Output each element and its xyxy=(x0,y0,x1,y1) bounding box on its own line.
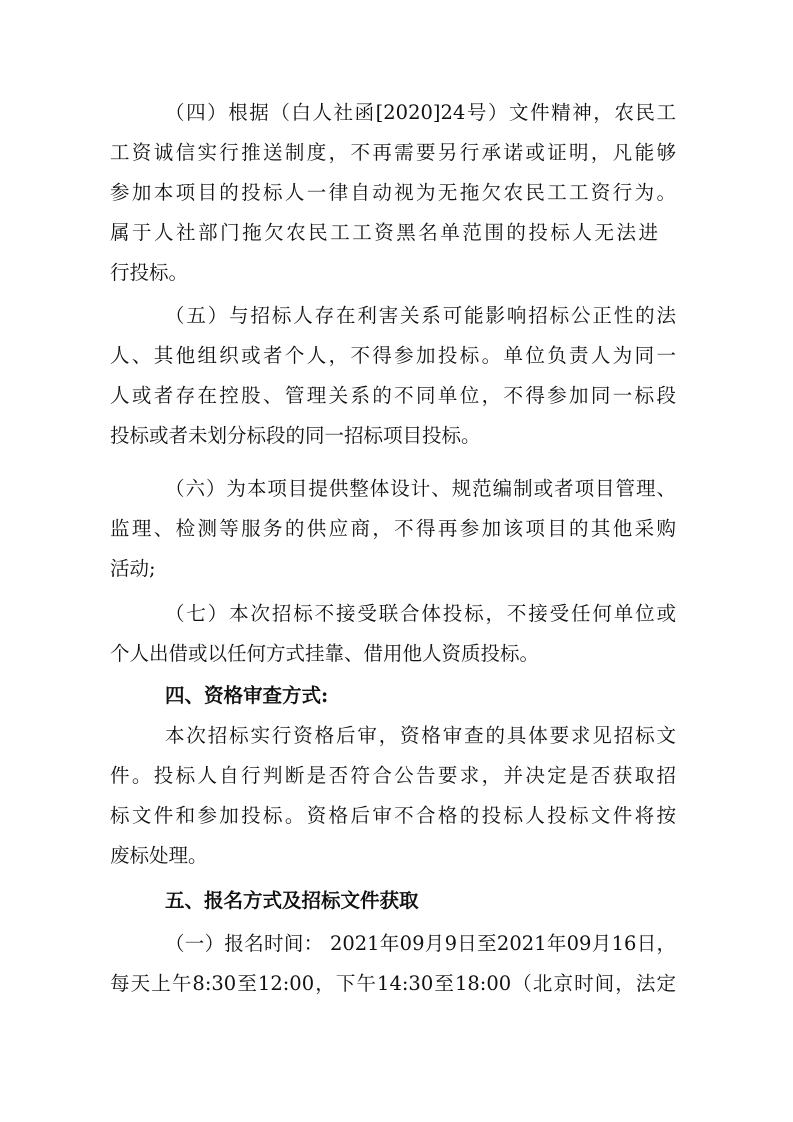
section-heading: 五、报名方式及招标文件获取 xyxy=(165,889,419,912)
paragraph-line: （七）本次招标不接受联合体投标，不接受任何单位或 xyxy=(165,602,676,625)
paragraph-line: 投标或者未划分标段的同一招标项目投标。 xyxy=(110,424,481,447)
paragraph-line: 参加本项目的投标人一律自动视为无拖欠农民工工资行为。 xyxy=(110,181,676,204)
paragraph-line: 活动; xyxy=(110,557,156,580)
paragraph-line: 标文件和参加投标。资格后审不合格的投标人投标文件将按 xyxy=(110,804,676,827)
paragraph-line: （一）报名时间： 2021年09月9日至2021年09月16日， xyxy=(165,932,676,955)
paragraph-line: （六）为本项目提供整体设计、规范编制或者项目管理、 xyxy=(165,477,676,500)
section-heading: 四、资格审查方式: xyxy=(165,684,329,707)
paragraph-line: 人、其他组织或者个人，不得参加投标。单位负责人为同一 xyxy=(110,344,676,367)
paragraph-line: 属于人社部门拖欠农民工工资黑名单范围的投标人无法进 xyxy=(110,221,658,244)
paragraph-line: 个人出借或以任何方式挂靠、借用他人资质投标。 xyxy=(110,642,540,665)
paragraph-line: （五）与招标人存在利害关系可能影响招标公正性的法 xyxy=(165,304,676,327)
paragraph-line: 行投标。 xyxy=(110,261,189,284)
paragraph-line: 每天上午8:30至12:00，下午14:30至18:00（北京时间，法定 xyxy=(110,972,676,995)
paragraph-line: 工资诚信实行推送制度，不再需要另行承诺或证明，凡能够 xyxy=(110,141,676,164)
paragraph-line: 废标处理。 xyxy=(110,844,208,867)
paragraph-line: 人或者存在控股、管理关系的不同单位，不得参加同一标段 xyxy=(110,384,676,407)
paragraph-line: （四）根据（白人社函[2020]24号）文件精神，农民工 xyxy=(165,101,676,124)
paragraph-line: 件。投标人自行判断是否符合公告要求，并决定是否获取招 xyxy=(110,764,676,787)
paragraph-line: 监理、检测等服务的供应商，不得再参加该项目的其他采购 xyxy=(110,517,676,540)
paragraph-line: 本次招标实行资格后审，资格审查的具体要求见招标文 xyxy=(165,724,676,747)
